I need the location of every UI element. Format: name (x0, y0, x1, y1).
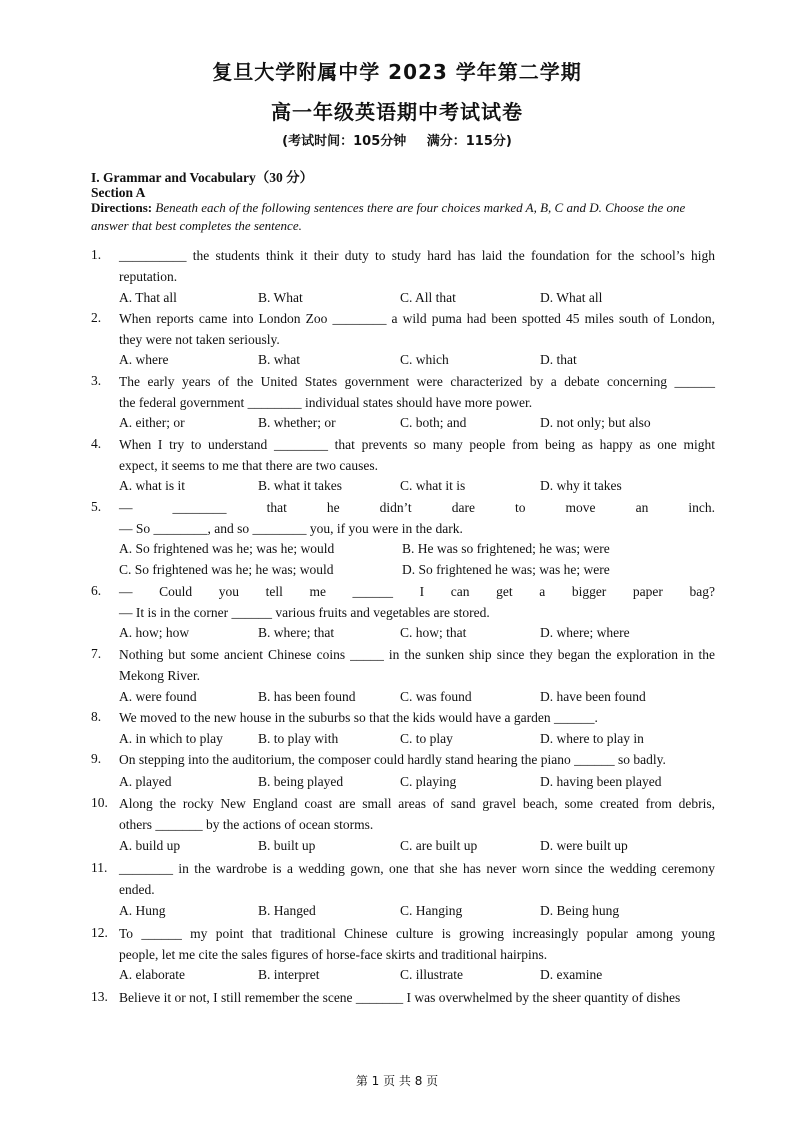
question-number: 13. (91, 989, 108, 1004)
question-text: Along the rocky New England coast are small areas of sand gravel beach, some created from debris, (119, 796, 715, 811)
answer-option[interactable]: D. examine (540, 967, 603, 982)
answer-option[interactable]: D. where; where (540, 625, 630, 640)
answer-option[interactable]: A. where (119, 352, 169, 367)
answer-option[interactable]: B. What (258, 290, 303, 305)
question-text: Mekong River. (119, 668, 200, 683)
question-number: 5. (91, 499, 102, 514)
question-text: the federal government ________ individual states should have more power. (119, 395, 533, 410)
answer-option[interactable]: C. how; that (400, 625, 467, 640)
answer-option[interactable]: C. So frightened was he; he was; would (119, 562, 334, 577)
exam-info (0, 130, 794, 149)
question-number: 9. (91, 751, 102, 766)
answer-option[interactable]: A. That all (119, 290, 177, 305)
exam-title: 高一年级英语期中考试试卷 (271, 100, 523, 124)
answer-option[interactable]: A. played (119, 774, 172, 789)
directions (91, 199, 716, 235)
question-number: 2. (91, 310, 102, 325)
answer-option[interactable]: C. both; and (400, 415, 467, 430)
question-text: Believe it or not, I still remember the scene _______ I was overwhelmed by the sheer quantity of dishes (119, 990, 681, 1005)
answer-option[interactable]: D. Being hung (540, 903, 620, 918)
question-text: they were not taken seriously. (119, 332, 280, 347)
answer-option[interactable]: D. So frightened he was; was he; were (402, 562, 610, 577)
answer-option[interactable]: C. All that (400, 290, 456, 305)
question-text: — Could you tell me ______ I can get a bigger paper bag? (119, 584, 715, 599)
answer-option[interactable]: B. whether; or (258, 415, 336, 430)
question-number: 3. (91, 373, 102, 388)
answer-option[interactable]: A. in which to play (119, 731, 223, 746)
question-text: __________ the students think it their duty to study hard has laid the foundation for the school’s high (119, 248, 715, 263)
answer-option[interactable]: D. What all (540, 290, 603, 305)
exam-score: 满分：115分) (426, 134, 512, 149)
question-number: 11. (91, 860, 108, 875)
question-text: — ________ that he didn’t dare to move an inch. (119, 500, 715, 515)
part-title: I. Grammar and Vocabulary（30 分） (91, 170, 314, 185)
answer-option[interactable]: D. not only; but also (540, 415, 651, 430)
question-text: — It is in the corner ______ various fruits and vegetables are stored. (119, 605, 490, 620)
question-number: 4. (91, 436, 102, 451)
answer-option[interactable]: A. elaborate (119, 967, 185, 982)
question-number: 1. (91, 247, 102, 262)
answer-option[interactable]: A. what is it (119, 478, 185, 493)
school-term-title: 复旦大学附属中学 2023 学年第二学期 (212, 60, 582, 84)
question-text: people, let me cite the sales figures of horse-face skirts and traditional hairpins. (119, 947, 548, 962)
exam-time: (考试时间：105分钟 (282, 134, 407, 149)
answer-option[interactable]: B. has been found (258, 689, 356, 704)
question-text: reputation. (119, 269, 178, 284)
question-text: Nothing but some ancient Chinese coins _____ in the sunken ship since they began the exploration in the (119, 647, 715, 662)
question-text: To ______ my point that traditional Chinese culture is growing increasingly popular among young (119, 926, 715, 941)
answer-option[interactable]: D. were built up (540, 838, 628, 853)
answer-option[interactable]: B. to play with (258, 731, 339, 746)
answer-option[interactable]: D. where to play in (540, 731, 644, 746)
question-text: — So ________, and so ________ you, if you were in the dark. (119, 521, 463, 536)
directions-text: Beneath each of the following sentences there are four choices marked A, B, C and D. Choose the one answer that best completes the sentence. (91, 200, 686, 233)
section-title: Section A (91, 185, 146, 200)
answer-option[interactable]: A. Hung (119, 903, 166, 918)
answer-option[interactable]: B. built up (258, 838, 316, 853)
answer-option[interactable]: C. what it is (400, 478, 466, 493)
answer-option[interactable]: D. having been played (540, 774, 662, 789)
question-number: 8. (91, 709, 102, 724)
answer-option[interactable]: C. was found (400, 689, 472, 704)
answer-option[interactable]: B. He was so frightened; he was; were (402, 541, 610, 556)
answer-option[interactable]: D. have been found (540, 689, 646, 704)
answer-option[interactable]: B. interpret (258, 967, 320, 982)
answer-option[interactable]: A. So frightened was he; was he; would (119, 541, 335, 556)
question-text: On stepping into the auditorium, the composer could hardly stand hearing the piano ______ so badly. (119, 752, 666, 767)
answer-option[interactable]: C. playing (400, 774, 457, 789)
answer-option[interactable]: B. what it takes (258, 478, 342, 493)
question-number: 10. (91, 795, 108, 810)
question-text: expect, it seems to me that there are two causes. (119, 458, 379, 473)
question-text: ended. (119, 882, 155, 897)
answer-option[interactable]: B. where; that (258, 625, 335, 640)
question-number: 6. (91, 583, 102, 598)
answer-option[interactable]: B. Hanged (258, 903, 316, 918)
answer-option[interactable]: C. to play (400, 731, 453, 746)
answer-option[interactable]: C. illustrate (400, 967, 463, 982)
question-text: ________ in the wardrobe is a wedding gown, one that she has never worn since the wedding ceremony (119, 861, 715, 876)
answer-option[interactable]: C. which (400, 352, 449, 367)
question-text: When reports came into London Zoo ________ a wild puma had been spotted 45 miles south of London, (119, 311, 715, 326)
answer-option[interactable]: A. build up (119, 838, 181, 853)
answer-option[interactable]: B. being played (258, 774, 344, 789)
answer-option[interactable]: B. what (258, 352, 300, 367)
answer-option[interactable]: D. that (540, 352, 577, 367)
directions-label: Directions: (91, 200, 153, 215)
answer-option[interactable]: A. were found (119, 689, 197, 704)
question-text: others _______ by the actions of ocean storms. (119, 817, 374, 832)
question-number: 7. (91, 646, 102, 661)
question-number: 12. (91, 925, 108, 940)
answer-option[interactable]: A. either; or (119, 415, 185, 430)
question-text: The early years of the United States government were characterized by a debate concerning ______ (119, 374, 715, 389)
answer-option[interactable]: A. how; how (119, 625, 190, 640)
answer-option[interactable]: C. are built up (400, 838, 478, 853)
answer-option[interactable]: C. Hanging (400, 903, 463, 918)
question-text: We moved to the new house in the suburbs so that the kids would have a garden ______. (119, 710, 598, 725)
page-indicator: 第 1 页 共 8 页 (355, 1074, 439, 1088)
answer-option[interactable]: D. why it takes (540, 478, 622, 493)
question-text: When I try to understand ________ that prevents so many people from being as happy as one might (119, 437, 715, 452)
